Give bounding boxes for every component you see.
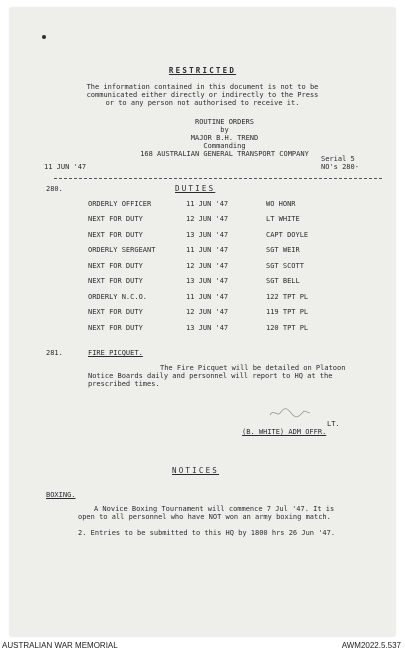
title-line-1: ROUTINE ORDERS (194, 118, 254, 126)
boxing-line-3: 2. Entries to be submitted to this HQ by 1800 hrs 26 Jun '47. (78, 529, 336, 537)
item-number-fire-picquet: 281. (46, 349, 63, 357)
fire-picquet-line-2: Notice Boards daily and personnel will report to HQ at the (88, 372, 333, 380)
serial-number: Serial 5 (321, 155, 355, 163)
duty-role: NEXT FOR DUTY (88, 324, 143, 332)
duties-heading: DUTIES (175, 184, 216, 193)
duty-role: NEXT FOR DUTY (88, 308, 143, 316)
duty-role: ORDERLY SERGEANT (88, 246, 156, 254)
title-line-5: 168 AUSTRALIAN GENERAL TRANSPORT COMPANY (140, 150, 309, 158)
duty-role: ORDERLY N.C.O. (88, 293, 148, 301)
duty-assignee: SGT SCOTT (266, 262, 304, 270)
duty-assignee: 120 TPT PL (266, 324, 309, 332)
boxing-line-1: A Novice Boxing Tournament will commence 7 Jul '47. It is (94, 505, 335, 513)
header-divider (54, 178, 382, 179)
signatory-rank: LT. (327, 420, 340, 428)
duty-assignee: WO HONR (266, 200, 296, 208)
notice-line-3: or to any person not authorised to receive it. (105, 99, 300, 107)
order-numbers: NO's 280- (321, 163, 359, 171)
duty-date: 11 JUN '47 (186, 246, 229, 254)
handwritten-signature (268, 406, 312, 420)
duty-role: NEXT FOR DUTY (88, 277, 143, 285)
title-line-3: MAJOR B.H. TREND (190, 134, 259, 142)
duty-date: 12 JUN '47 (186, 215, 229, 223)
duty-date: 12 JUN '47 (186, 308, 229, 316)
fire-picquet-line-3: prescribed times. (88, 380, 160, 388)
duty-role: NEXT FOR DUTY (88, 262, 143, 270)
duty-assignee: CAPT DOYLE (266, 231, 309, 239)
duty-assignee: 119 TPT PL (266, 308, 309, 316)
item-number-duties: 280. (46, 185, 63, 193)
document-page (10, 8, 395, 636)
notice-line-2: communicated either directly or indirectly to the Press (86, 91, 319, 99)
classification-heading: RESTRICTED (168, 66, 237, 75)
title-line-4: Commanding (203, 142, 246, 150)
duty-date: 13 JUN '47 (186, 277, 229, 285)
fire-picquet-line-1: The Fire Picquet will be detailed on Platoon (160, 364, 346, 372)
footer-institution: AUSTRALIAN WAR MEMORIAL (2, 641, 118, 650)
duty-date: 13 JUN '47 (186, 324, 229, 332)
duty-role: NEXT FOR DUTY (88, 215, 143, 223)
punch-mark (42, 35, 46, 39)
duty-assignee: SGT WEIR (266, 246, 300, 254)
footer-accession-number: AWM2022.5.537 (341, 641, 401, 650)
duty-assignee: SGT BELL (266, 277, 300, 285)
duty-assignee: 122 TPT PL (266, 293, 309, 301)
notice-line-1: The information contained in this document is not to be (86, 83, 319, 91)
duty-role: ORDERLY OFFICER (88, 200, 152, 208)
duty-date: 11 JUN '47 (186, 200, 229, 208)
fire-picquet-heading: FIRE PICQUET. (88, 349, 143, 357)
duty-date: 11 JUN '47 (186, 293, 229, 301)
duty-role: NEXT FOR DUTY (88, 231, 143, 239)
signatory-name: (B. WHITE) ADM OFFR. (242, 428, 327, 436)
title-line-2: by (220, 126, 229, 134)
boxing-heading: BOXING. (46, 491, 76, 499)
duty-assignee: LT WHITE (266, 215, 300, 223)
duty-date: 13 JUN '47 (186, 231, 229, 239)
order-date: 11 JUN '47 (44, 163, 87, 171)
duty-date: 12 JUN '47 (186, 262, 229, 270)
boxing-line-2: open to all personnel who have NOT won an army boxing match. (78, 513, 331, 521)
notices-heading: NOTICES (172, 466, 220, 475)
